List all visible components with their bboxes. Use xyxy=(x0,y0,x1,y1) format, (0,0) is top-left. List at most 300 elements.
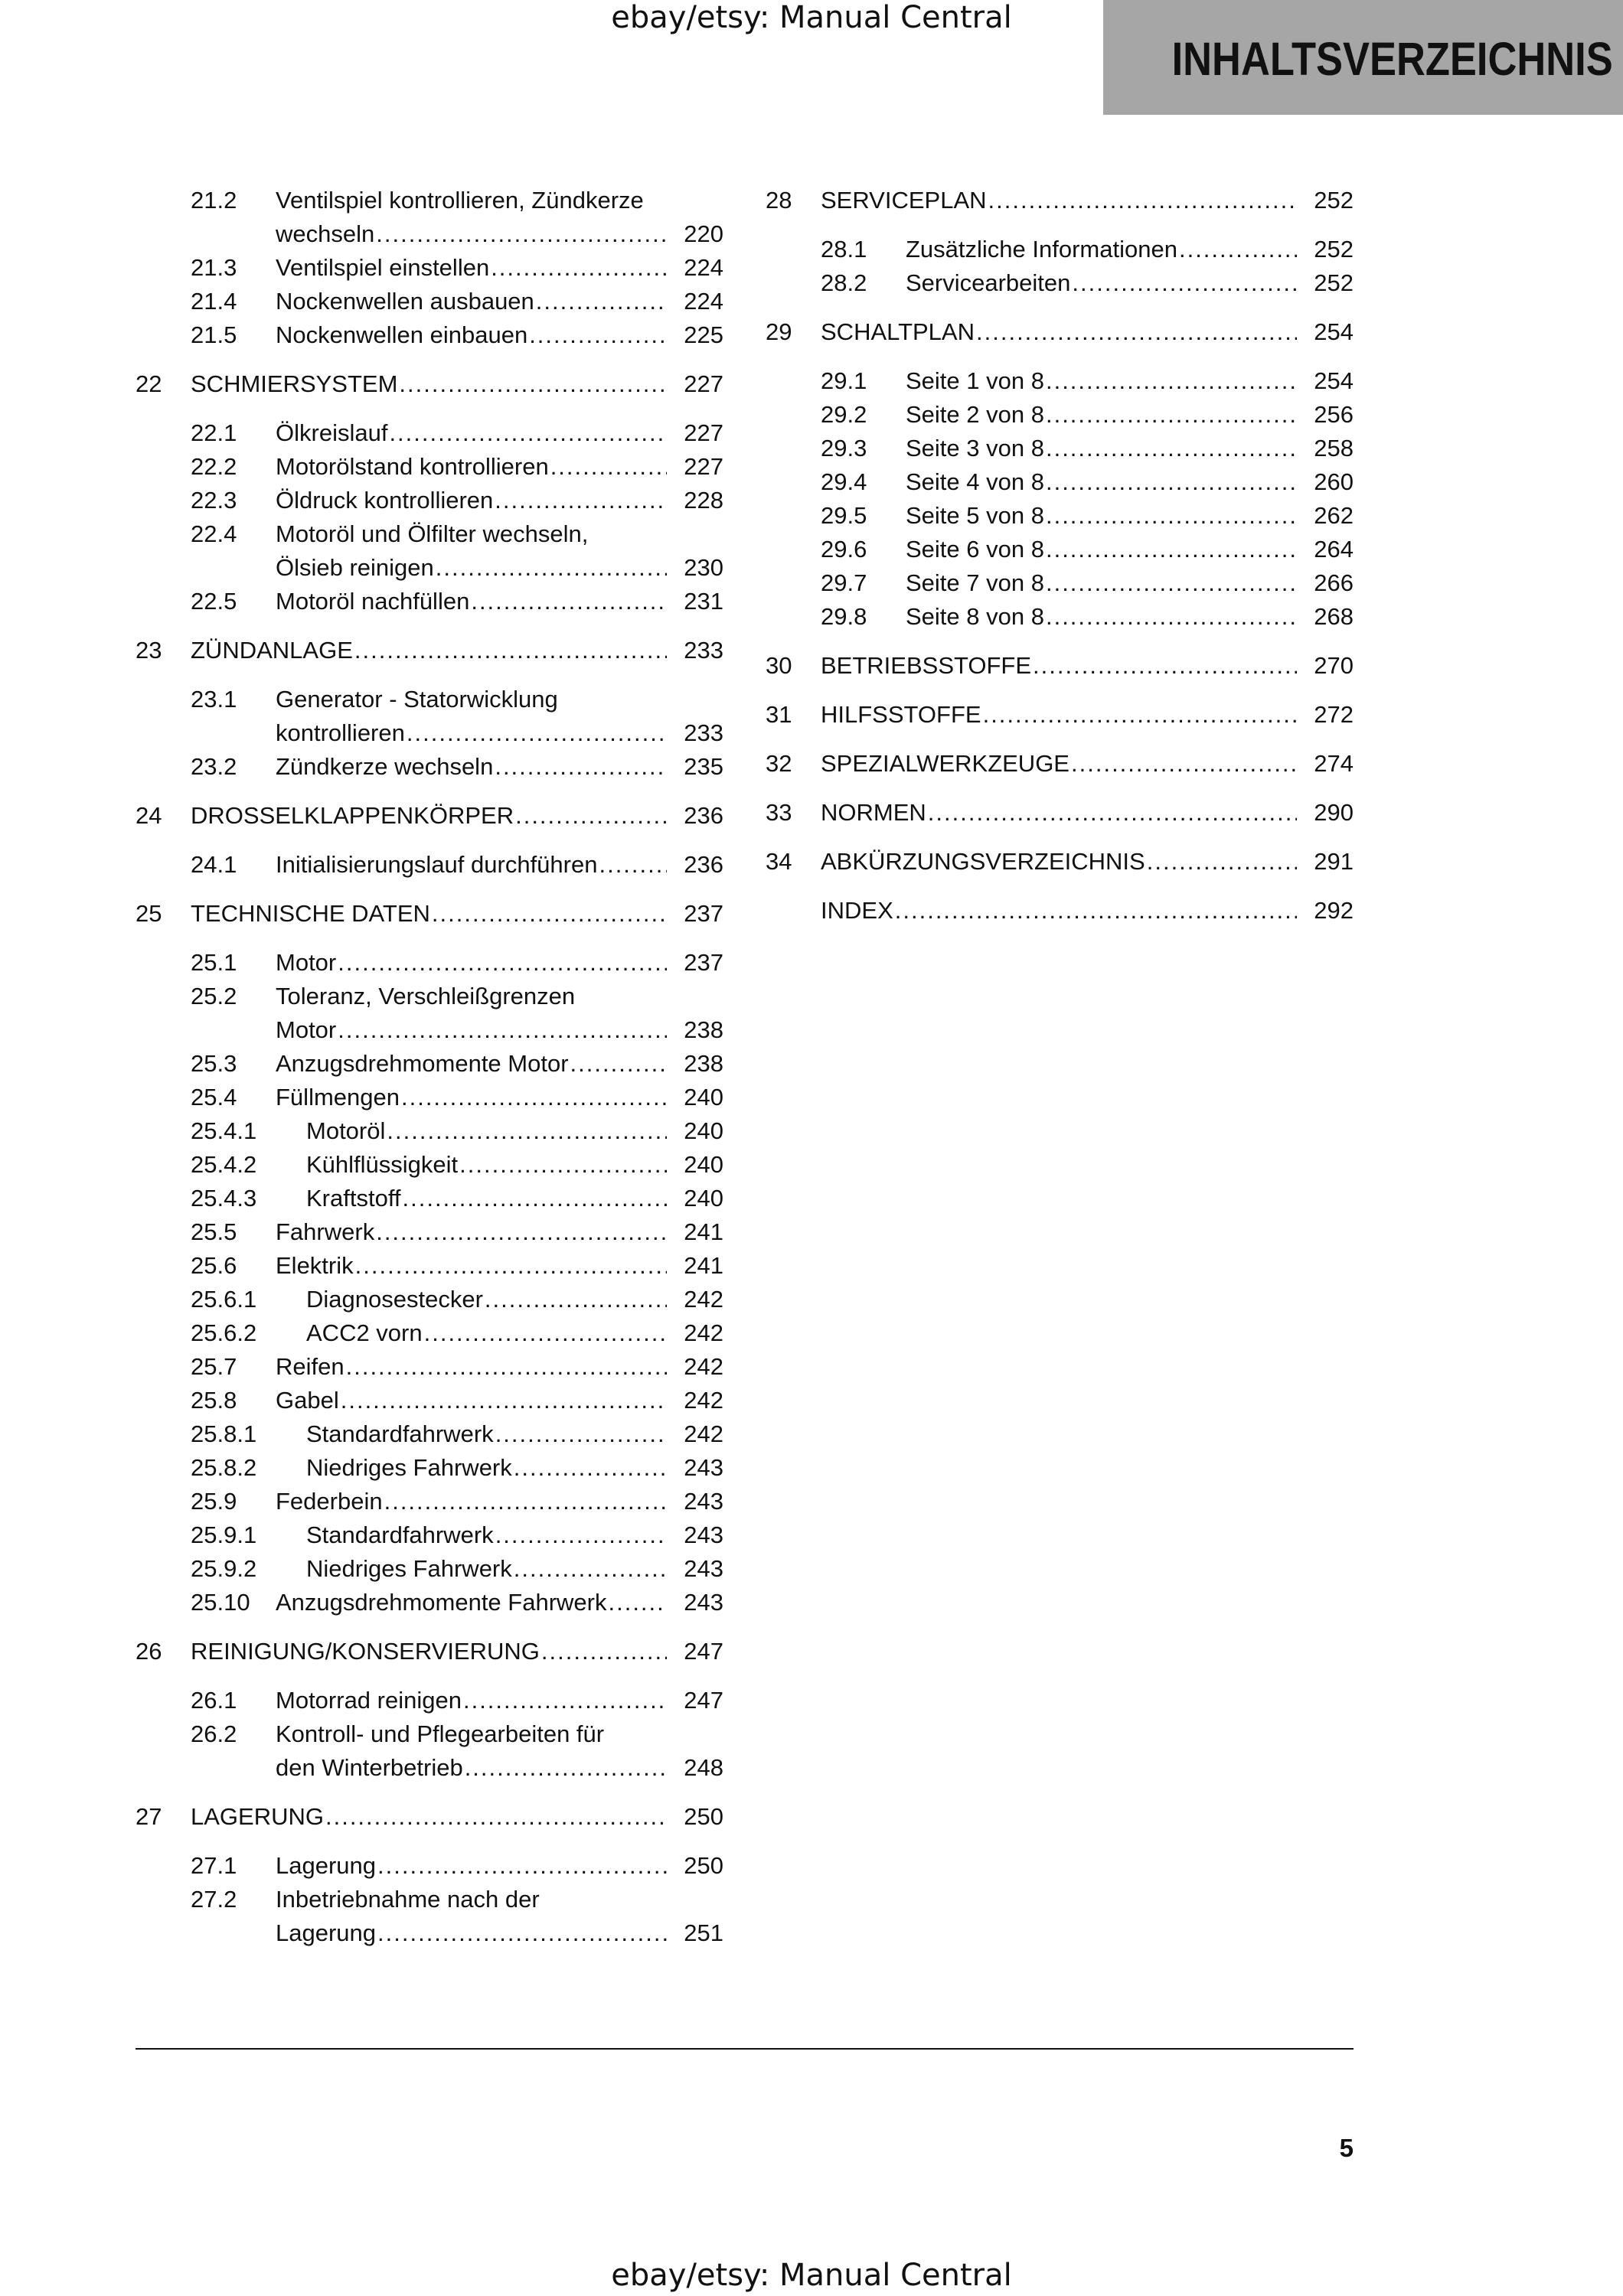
toc-title: den Winterbetrieb xyxy=(276,1754,463,1781)
toc-chapter[interactable] xyxy=(766,747,1354,781)
toc-number: 28.1 xyxy=(821,236,867,263)
toc-number: 29.7 xyxy=(821,569,867,596)
toc-subsection[interactable] xyxy=(136,1114,723,1148)
toc-page-number: 268 xyxy=(1314,603,1354,630)
toc-title: Lagerung xyxy=(276,1919,377,1946)
toc-title: Gabel xyxy=(276,1387,339,1414)
toc-page-number: 236 xyxy=(684,802,723,829)
toc-section[interactable] xyxy=(136,1485,723,1518)
toc-number: 29.8 xyxy=(821,603,867,630)
toc-section[interactable] xyxy=(136,1684,723,1717)
dot-leader xyxy=(1046,533,1297,566)
toc-title: Motoröl xyxy=(306,1117,386,1144)
dot-leader xyxy=(1046,398,1297,432)
dot-leader xyxy=(338,1013,667,1047)
toc-chapter[interactable] xyxy=(136,634,723,667)
toc-title: DROSSELKLAPPENKÖRPER xyxy=(191,802,514,829)
toc-title: wechseln xyxy=(276,220,375,247)
toc-page-number: 290 xyxy=(1314,799,1354,826)
toc-section[interactable] xyxy=(766,432,1354,465)
dot-leader xyxy=(514,1552,667,1586)
footer-rule xyxy=(136,2048,1354,2050)
toc-title: LAGERUNG xyxy=(191,1803,324,1830)
toc-chapter[interactable] xyxy=(136,897,723,931)
toc-number: 27 xyxy=(136,1803,162,1830)
toc-title: Zündkerze wechseln xyxy=(276,753,494,780)
toc-title: Motor xyxy=(276,1016,337,1043)
toc-subsection[interactable] xyxy=(136,1316,723,1350)
section-header xyxy=(1103,0,1623,115)
toc-section[interactable] xyxy=(136,1215,723,1249)
toc-section[interactable] xyxy=(136,1586,723,1619)
dot-leader xyxy=(1147,845,1297,879)
toc-section[interactable] xyxy=(136,1849,723,1883)
toc-number: 21.5 xyxy=(191,321,237,348)
toc-page-number: 243 xyxy=(684,1555,723,1582)
toc-chapter[interactable] xyxy=(766,796,1354,830)
toc-title: Seite 1 von 8 xyxy=(906,367,1044,394)
dot-leader xyxy=(436,551,667,585)
toc-title: Servicearbeiten xyxy=(906,269,1071,296)
toc-title: ACC2 vorn xyxy=(306,1319,423,1346)
toc-page-number: 224 xyxy=(684,254,723,281)
toc-number: 31 xyxy=(766,701,792,728)
toc-title: Kühlflüssigkeit xyxy=(306,1151,459,1178)
toc-number: 25.7 xyxy=(191,1353,237,1380)
toc-section[interactable] xyxy=(136,184,723,251)
toc-page-number: 227 xyxy=(684,419,723,446)
dot-leader xyxy=(384,1485,667,1518)
toc-page-number: 266 xyxy=(1314,569,1354,596)
toc-page-number: 242 xyxy=(684,1387,723,1414)
toc-page-number: 258 xyxy=(1314,435,1354,461)
toc-title: Lagerung xyxy=(276,1852,377,1879)
dot-leader xyxy=(1072,266,1297,300)
toc-number: 25.4.2 xyxy=(191,1151,257,1178)
page-number: 5 xyxy=(1339,2134,1354,2162)
toc-chapter[interactable] xyxy=(766,698,1354,732)
toc-chapter[interactable] xyxy=(766,845,1354,879)
toc-section[interactable] xyxy=(136,1350,723,1384)
toc-subsection[interactable] xyxy=(136,1451,723,1485)
toc-subsection[interactable] xyxy=(136,1552,723,1586)
toc-number: 22.5 xyxy=(191,588,237,615)
toc-number: 25.6.2 xyxy=(191,1319,257,1346)
toc-number: 25.5 xyxy=(191,1218,237,1245)
dot-leader xyxy=(895,894,1297,928)
toc-page-number: 274 xyxy=(1314,750,1354,777)
toc-number: 25.4 xyxy=(191,1084,237,1110)
toc-title: Fahrwerk xyxy=(276,1218,375,1245)
toc-section[interactable] xyxy=(136,848,723,882)
toc-title: Anzugsdrehmomente Fahrwerk xyxy=(276,1589,607,1616)
toc-number: 29.6 xyxy=(821,536,867,563)
toc-page-number: 252 xyxy=(1314,236,1354,263)
toc-number: 28.2 xyxy=(821,269,867,296)
dot-leader xyxy=(399,367,667,401)
toc-page-number: 252 xyxy=(1314,269,1354,296)
toc-number: 29.2 xyxy=(821,401,867,428)
dot-leader xyxy=(389,416,667,450)
toc-title: Initialisierungslauf durchführen xyxy=(276,851,598,878)
toc-section[interactable] xyxy=(136,484,723,517)
toc-page-number: 227 xyxy=(684,453,723,480)
dot-leader xyxy=(983,698,1297,732)
dot-leader xyxy=(377,1849,667,1883)
toc-left-column xyxy=(136,184,723,1950)
toc-subsection[interactable] xyxy=(136,1518,723,1552)
toc-title-line: Kontroll- und Pflegearbeiten für xyxy=(276,1720,605,1747)
dot-leader xyxy=(485,1283,667,1316)
watermark-top: ebay/etsy: Manual Central xyxy=(611,0,1012,35)
toc-page-number: 243 xyxy=(684,1521,723,1548)
dot-leader xyxy=(495,484,667,517)
toc-right-column xyxy=(766,184,1354,943)
toc-subsection[interactable] xyxy=(136,1182,723,1215)
toc-title-line: Motoröl und Ölfilter wechseln, xyxy=(276,520,589,547)
toc-page-number: 242 xyxy=(684,1420,723,1447)
toc-title: SPEZIALWERKZEUGE xyxy=(821,750,1069,777)
toc-chapter[interactable] xyxy=(136,1800,723,1834)
toc-section[interactable] xyxy=(136,517,723,585)
toc-page-number: 292 xyxy=(1314,897,1354,924)
toc-number: 25.3 xyxy=(191,1050,237,1077)
toc-page-number: 254 xyxy=(1314,367,1354,394)
toc-title: Öldruck kontrollieren xyxy=(276,487,494,514)
toc-page-number: 247 xyxy=(684,1638,723,1665)
toc-section[interactable] xyxy=(136,251,723,285)
toc-number: 22.4 xyxy=(191,520,237,547)
dot-leader xyxy=(471,585,667,618)
toc-section[interactable] xyxy=(766,533,1354,566)
toc-section[interactable] xyxy=(766,398,1354,432)
toc-title: Kraftstoff xyxy=(306,1185,401,1212)
toc-number: 25 xyxy=(136,900,162,927)
toc-title-line: Toleranz, Verschleißgrenzen xyxy=(276,983,576,1009)
toc-title: Motorrad reinigen xyxy=(276,1687,462,1714)
toc-section[interactable] xyxy=(136,1883,723,1950)
toc-number: 22.1 xyxy=(191,419,237,446)
toc-number: 25.8.1 xyxy=(191,1420,257,1447)
dot-leader xyxy=(354,634,667,667)
toc-number: 30 xyxy=(766,652,792,679)
dot-leader xyxy=(988,184,1297,217)
dot-leader xyxy=(599,848,667,882)
dot-leader xyxy=(514,1451,667,1485)
toc-chapter[interactable] xyxy=(766,184,1354,217)
toc-page-number: 241 xyxy=(684,1218,723,1245)
toc-page-number: 291 xyxy=(1314,848,1354,875)
dot-leader xyxy=(515,799,667,833)
dot-leader xyxy=(1046,432,1297,465)
toc-page-number: 248 xyxy=(684,1754,723,1781)
toc-title: NORMEN xyxy=(821,799,926,826)
toc-number: 21.4 xyxy=(191,288,237,315)
dot-leader xyxy=(1071,747,1297,781)
toc-number: 24.1 xyxy=(191,851,237,878)
dot-leader xyxy=(407,716,667,750)
toc-number: 25.1 xyxy=(191,949,237,976)
dot-leader xyxy=(1046,566,1297,600)
toc-title: Niedriges Fahrwerk xyxy=(306,1454,512,1481)
toc-title-line: Inbetriebnahme nach der xyxy=(276,1886,540,1913)
toc-title: Motoröl nachfüllen xyxy=(276,588,470,615)
dot-leader xyxy=(387,1114,667,1148)
toc-title: Seite 2 von 8 xyxy=(906,401,1044,428)
toc-section[interactable] xyxy=(136,980,723,1047)
toc-page-number: 243 xyxy=(684,1589,723,1616)
toc-page-number: 251 xyxy=(684,1919,723,1946)
toc-page-number: 242 xyxy=(684,1286,723,1313)
toc-page-number: 262 xyxy=(1314,502,1354,529)
toc-section[interactable] xyxy=(136,585,723,618)
toc-title: SCHALTPLAN xyxy=(821,318,975,345)
dot-leader xyxy=(928,796,1297,830)
toc-section[interactable] xyxy=(136,285,723,318)
dot-leader xyxy=(1046,600,1297,634)
toc-page-number: 230 xyxy=(684,554,723,581)
toc-number: 25.8.2 xyxy=(191,1454,257,1481)
toc-page-number: 236 xyxy=(684,851,723,878)
toc-page-number: 235 xyxy=(684,753,723,780)
toc-chapter[interactable] xyxy=(136,1635,723,1668)
dot-leader xyxy=(495,750,667,784)
toc-page-number: 252 xyxy=(1314,187,1354,214)
toc-number: 24 xyxy=(136,802,162,829)
toc-chapter[interactable] xyxy=(766,649,1354,683)
toc-chapter[interactable] xyxy=(766,315,1354,349)
dot-leader xyxy=(495,1417,667,1451)
toc-number: 29.5 xyxy=(821,502,867,529)
toc-page-number: 272 xyxy=(1314,701,1354,728)
toc-section[interactable] xyxy=(136,1081,723,1114)
toc-title: Seite 7 von 8 xyxy=(906,569,1044,596)
dot-leader xyxy=(1046,364,1297,398)
toc-page-number: 250 xyxy=(684,1852,723,1879)
toc-page-number: 233 xyxy=(684,719,723,746)
toc-title: INDEX xyxy=(821,897,893,924)
toc-page-number: 238 xyxy=(684,1050,723,1077)
toc-section[interactable] xyxy=(136,416,723,450)
toc-section[interactable] xyxy=(766,364,1354,398)
toc-number: 23 xyxy=(136,637,162,664)
toc-page-number: 231 xyxy=(684,588,723,615)
toc-page-number: 264 xyxy=(1314,536,1354,563)
toc-title: HILFSSTOFFE xyxy=(821,701,981,728)
toc-title: Reifen xyxy=(276,1353,345,1380)
toc-page-number: 250 xyxy=(684,1803,723,1830)
toc-page-number: 243 xyxy=(684,1454,723,1481)
toc-page-number: 238 xyxy=(684,1016,723,1043)
dot-leader xyxy=(376,217,667,251)
toc-page-number: 256 xyxy=(1314,401,1354,428)
toc-number: 26.1 xyxy=(191,1687,237,1714)
toc-page-number: 233 xyxy=(684,637,723,664)
toc-number: 25.6 xyxy=(191,1252,237,1279)
toc-title: REINIGUNG/KONSERVIERUNG xyxy=(191,1638,540,1665)
dot-leader xyxy=(325,1800,667,1834)
watermark-bottom: ebay/etsy: Manual Central xyxy=(611,2258,1012,2293)
toc-page-number: 240 xyxy=(684,1084,723,1110)
toc-page-number: 247 xyxy=(684,1687,723,1714)
toc-page-number: 270 xyxy=(1314,652,1354,679)
toc-title: Nockenwellen ausbauen xyxy=(276,288,534,315)
toc-page-number: 240 xyxy=(684,1117,723,1144)
toc-title: Motorölstand kontrollieren xyxy=(276,453,549,480)
toc-section[interactable] xyxy=(136,683,723,750)
dot-leader xyxy=(403,1182,668,1215)
toc-title: Niedriges Fahrwerk xyxy=(306,1555,512,1582)
toc-number: 22 xyxy=(136,370,162,397)
toc-title: Seite 4 von 8 xyxy=(906,468,1044,495)
dot-leader xyxy=(338,946,667,980)
toc-number: 22.3 xyxy=(191,487,237,514)
toc-section[interactable] xyxy=(766,600,1354,634)
toc-title: ZÜNDANLAGE xyxy=(191,637,353,664)
toc-section[interactable] xyxy=(136,750,723,784)
toc-title: BETRIEBSSTOFFE xyxy=(821,652,1032,679)
dot-leader xyxy=(355,1249,667,1283)
dot-leader xyxy=(976,315,1297,349)
toc-number: 29.1 xyxy=(821,367,867,394)
dot-leader xyxy=(1179,233,1297,266)
dot-leader xyxy=(376,1215,667,1249)
toc-number: 29.3 xyxy=(821,435,867,461)
toc-title-line: Generator - Statorwicklung xyxy=(276,686,558,713)
dot-leader xyxy=(1046,499,1297,533)
toc-page-number: 225 xyxy=(684,321,723,348)
toc-page-number: 227 xyxy=(684,370,723,397)
toc-number: 21.2 xyxy=(191,187,237,214)
page-title: INHALTSVERZEICHNIS xyxy=(1171,33,1613,85)
toc-title: TECHNISCHE DATEN xyxy=(191,900,430,927)
toc-number: 32 xyxy=(766,750,792,777)
toc-title: Elektrik xyxy=(276,1252,354,1279)
toc-page-number: 241 xyxy=(684,1252,723,1279)
toc-subsection[interactable] xyxy=(136,1283,723,1316)
dot-leader xyxy=(346,1350,667,1384)
toc-number: 21.3 xyxy=(191,254,237,281)
toc-page-number: 237 xyxy=(684,949,723,976)
dot-leader xyxy=(463,1684,667,1717)
toc-number: 25.10 xyxy=(191,1589,250,1616)
toc-title: SERVICEPLAN xyxy=(821,187,987,214)
toc-number: 25.6.1 xyxy=(191,1286,257,1313)
toc-page-number: 228 xyxy=(684,487,723,514)
toc-section[interactable] xyxy=(136,318,723,352)
toc-page-number: 242 xyxy=(684,1353,723,1380)
toc-chapter[interactable] xyxy=(136,367,723,401)
toc-title: Ölsieb reinigen xyxy=(276,554,434,581)
dot-leader xyxy=(608,1586,667,1619)
toc-section[interactable] xyxy=(766,499,1354,533)
toc-section[interactable] xyxy=(136,1717,723,1785)
toc-section[interactable] xyxy=(766,465,1354,499)
toc-section[interactable] xyxy=(136,1249,723,1283)
toc-section[interactable] xyxy=(136,450,723,484)
toc-page-number: 224 xyxy=(684,288,723,315)
toc-number: 26.2 xyxy=(191,1720,237,1747)
dot-leader xyxy=(1046,465,1297,499)
toc-title: Seite 5 von 8 xyxy=(906,502,1044,529)
dot-leader xyxy=(459,1148,667,1182)
toc-page-number: 260 xyxy=(1314,468,1354,495)
toc-number: 25.9.1 xyxy=(191,1521,257,1548)
toc-page-number: 240 xyxy=(684,1185,723,1212)
toc-page-number: 243 xyxy=(684,1488,723,1515)
dot-leader xyxy=(377,1916,667,1950)
toc-section[interactable] xyxy=(766,566,1354,600)
dot-leader xyxy=(1033,649,1297,683)
toc-number: 34 xyxy=(766,848,792,875)
toc-section[interactable] xyxy=(136,1384,723,1417)
toc-section[interactable] xyxy=(766,266,1354,300)
toc-title: Ölkreislauf xyxy=(276,419,388,446)
toc-number: 22.2 xyxy=(191,453,237,480)
toc-title: SCHMIERSYSTEM xyxy=(191,370,398,397)
toc-number: 28 xyxy=(766,187,792,214)
toc-title: ABKÜRZUNGSVERZEICHNIS xyxy=(821,848,1145,875)
toc-number: 25.2 xyxy=(191,983,237,1009)
dot-leader xyxy=(541,1635,667,1668)
toc-title: Zusätzliche Informationen xyxy=(906,236,1177,263)
toc-page-number: 240 xyxy=(684,1151,723,1178)
toc-number: 25.4.3 xyxy=(191,1185,257,1212)
toc-page-number: 254 xyxy=(1314,318,1354,345)
toc-title: Diagnosestecker xyxy=(306,1286,483,1313)
toc-number: 25.9.2 xyxy=(191,1555,257,1582)
toc-number: 27.1 xyxy=(191,1852,237,1879)
toc-section[interactable] xyxy=(136,946,723,980)
toc-page-number: 220 xyxy=(684,220,723,247)
dot-leader xyxy=(529,318,667,352)
dot-leader xyxy=(465,1751,667,1785)
toc-title-line: Ventilspiel kontrollieren, Zündkerze xyxy=(276,187,644,214)
toc-number: 23.2 xyxy=(191,753,237,780)
toc-number: 33 xyxy=(766,799,792,826)
toc-page-number: 237 xyxy=(684,900,723,927)
toc-title: Seite 8 von 8 xyxy=(906,603,1044,630)
toc-number: 29.4 xyxy=(821,468,867,495)
dot-leader xyxy=(491,251,667,285)
toc-title: Füllmengen xyxy=(276,1084,400,1110)
dot-leader xyxy=(401,1081,667,1114)
toc-section[interactable] xyxy=(766,233,1354,266)
toc-chapter[interactable] xyxy=(766,894,1354,928)
toc-title: kontrollieren xyxy=(276,719,405,746)
toc-number: 27.2 xyxy=(191,1886,237,1913)
toc-title: Seite 6 von 8 xyxy=(906,536,1044,563)
toc-title: Federbein xyxy=(276,1488,383,1515)
toc-title: Anzugsdrehmomente Motor xyxy=(276,1050,569,1077)
toc-number: 25.9 xyxy=(191,1488,237,1515)
toc-chapter[interactable] xyxy=(136,799,723,833)
toc-title: Motor xyxy=(276,949,337,976)
dot-leader xyxy=(424,1316,667,1350)
toc-number: 25.4.1 xyxy=(191,1117,257,1144)
toc-section[interactable] xyxy=(136,1047,723,1081)
dot-leader xyxy=(550,450,667,484)
toc-number: 29 xyxy=(766,318,792,345)
toc-subsection[interactable] xyxy=(136,1417,723,1451)
dot-leader xyxy=(536,285,667,318)
toc-title: Seite 3 von 8 xyxy=(906,435,1044,461)
dot-leader xyxy=(432,897,667,931)
dot-leader xyxy=(341,1384,667,1417)
toc-subsection[interactable] xyxy=(136,1148,723,1182)
dot-leader xyxy=(570,1047,667,1081)
toc-title: Standardfahrwerk xyxy=(306,1420,494,1447)
